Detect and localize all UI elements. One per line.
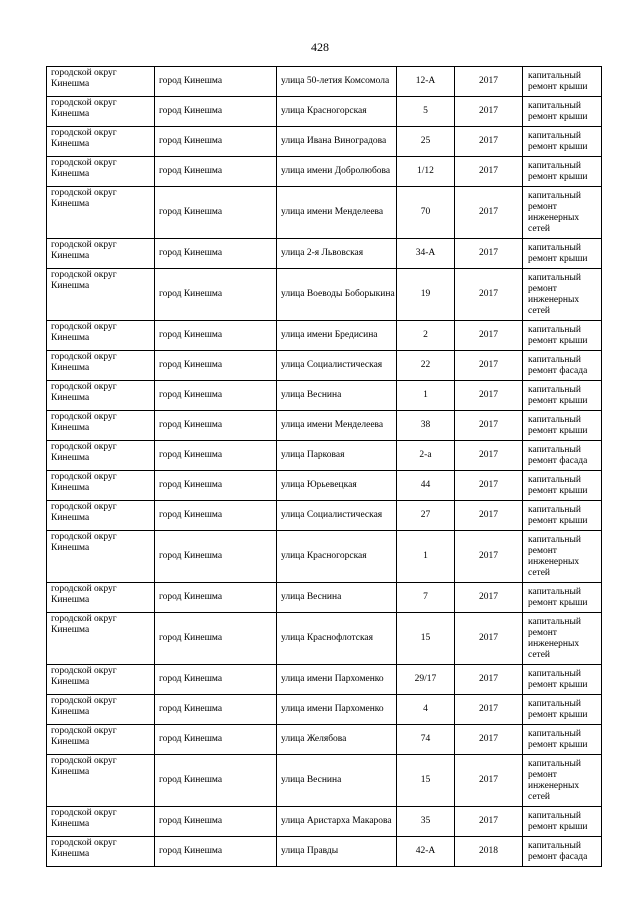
municipality-cell: городской округ Кинешма bbox=[47, 239, 155, 269]
work-type-cell: капитальный ремонт крыши bbox=[523, 695, 602, 725]
city-cell: город Кинешма bbox=[155, 725, 277, 755]
city-cell: город Кинешма bbox=[155, 583, 277, 613]
street-cell: улица Парковая bbox=[277, 441, 397, 471]
street-cell: улица 50-летия Комсомола bbox=[277, 67, 397, 97]
city-cell: город Кинешма bbox=[155, 411, 277, 441]
year-cell: 2017 bbox=[455, 381, 523, 411]
work-type-cell: капитальный ремонт фасада bbox=[523, 837, 602, 867]
municipality-cell: городской округ Кинешма bbox=[47, 501, 155, 531]
table-row bbox=[47, 381, 602, 411]
table-row bbox=[47, 411, 602, 441]
work-type-cell: капитальный ремонт крыши bbox=[523, 381, 602, 411]
municipality-cell: городской округ Кинешма bbox=[47, 351, 155, 381]
city-cell: город Кинешма bbox=[155, 837, 277, 867]
table-row bbox=[47, 239, 602, 269]
street-cell: улица имени Бредисина bbox=[277, 321, 397, 351]
city-cell: город Кинешма bbox=[155, 187, 277, 239]
municipality-cell: городской округ Кинешма bbox=[47, 381, 155, 411]
work-type-cell: капитальный ремонт крыши bbox=[523, 583, 602, 613]
street-cell: улица Веснина bbox=[277, 583, 397, 613]
street-cell: улица Ивана Виноградова bbox=[277, 127, 397, 157]
street-cell: улица имени Пархоменко bbox=[277, 665, 397, 695]
work-type-cell: капитальный ремонт крыши bbox=[523, 501, 602, 531]
street-cell: улица Юрьевецкая bbox=[277, 471, 397, 501]
house-number-cell: 19 bbox=[397, 269, 455, 321]
year-cell: 2017 bbox=[455, 501, 523, 531]
house-number-cell: 38 bbox=[397, 411, 455, 441]
house-number-cell: 15 bbox=[397, 755, 455, 807]
municipality-cell: городской округ Кинешма bbox=[47, 411, 155, 441]
house-number-cell: 74 bbox=[397, 725, 455, 755]
street-cell: улица Воеводы Боборыкина bbox=[277, 269, 397, 321]
table-row bbox=[47, 67, 602, 97]
table-row bbox=[47, 837, 602, 867]
work-type-cell: капитальный ремонт крыши bbox=[523, 67, 602, 97]
year-cell: 2017 bbox=[455, 321, 523, 351]
table-row bbox=[47, 531, 602, 583]
table-row bbox=[47, 187, 602, 239]
street-cell: улица имени Добролюбова bbox=[277, 157, 397, 187]
municipality-cell: городской округ Кинешма bbox=[47, 695, 155, 725]
work-type-cell: капитальный ремонт инженерных сетей bbox=[523, 613, 602, 665]
street-cell: улица Желябова bbox=[277, 725, 397, 755]
street-cell: улица 2-я Львовская bbox=[277, 239, 397, 269]
house-number-cell: 1 bbox=[397, 381, 455, 411]
city-cell: город Кинешма bbox=[155, 441, 277, 471]
work-type-cell: капитальный ремонт фасада bbox=[523, 441, 602, 471]
year-cell: 2017 bbox=[455, 127, 523, 157]
city-cell: город Кинешма bbox=[155, 695, 277, 725]
street-cell: улица Красногорская bbox=[277, 531, 397, 583]
year-cell: 2017 bbox=[455, 755, 523, 807]
table-row bbox=[47, 613, 602, 665]
street-cell: улица Веснина bbox=[277, 381, 397, 411]
city-cell: город Кинешма bbox=[155, 97, 277, 127]
table-body bbox=[47, 67, 602, 867]
municipality-cell: городской округ Кинешма bbox=[47, 157, 155, 187]
street-cell: улица имени Менделеева bbox=[277, 187, 397, 239]
year-cell: 2017 bbox=[455, 269, 523, 321]
municipality-cell: городской округ Кинешма bbox=[47, 127, 155, 157]
house-number-cell: 2 bbox=[397, 321, 455, 351]
city-cell: город Кинешма bbox=[155, 269, 277, 321]
work-type-cell: капитальный ремонт инженерных сетей bbox=[523, 531, 602, 583]
municipality-cell: городской округ Кинешма bbox=[47, 531, 155, 583]
city-cell: город Кинешма bbox=[155, 127, 277, 157]
house-number-cell: 15 bbox=[397, 613, 455, 665]
year-cell: 2017 bbox=[455, 441, 523, 471]
work-type-cell: капитальный ремонт крыши bbox=[523, 725, 602, 755]
table-row bbox=[47, 441, 602, 471]
table-row bbox=[47, 725, 602, 755]
municipality-cell: городской округ Кинешма bbox=[47, 725, 155, 755]
year-cell: 2017 bbox=[455, 187, 523, 239]
city-cell: город Кинешма bbox=[155, 755, 277, 807]
city-cell: город Кинешма bbox=[155, 157, 277, 187]
house-number-cell: 25 bbox=[397, 127, 455, 157]
house-number-cell: 22 bbox=[397, 351, 455, 381]
street-cell: улица Веснина bbox=[277, 755, 397, 807]
house-number-cell: 1/12 bbox=[397, 157, 455, 187]
city-cell: город Кинешма bbox=[155, 613, 277, 665]
municipality-cell: городской округ Кинешма bbox=[47, 269, 155, 321]
year-cell: 2017 bbox=[455, 411, 523, 441]
house-number-cell: 70 bbox=[397, 187, 455, 239]
house-number-cell: 42-А bbox=[397, 837, 455, 867]
city-cell: город Кинешма bbox=[155, 351, 277, 381]
municipality-cell: городской округ Кинешма bbox=[47, 807, 155, 837]
work-type-cell: капитальный ремонт инженерных сетей bbox=[523, 187, 602, 239]
city-cell: город Кинешма bbox=[155, 239, 277, 269]
year-cell: 2017 bbox=[455, 239, 523, 269]
year-cell: 2017 bbox=[455, 613, 523, 665]
year-cell: 2017 bbox=[455, 807, 523, 837]
house-number-cell: 5 bbox=[397, 97, 455, 127]
house-number-cell: 7 bbox=[397, 583, 455, 613]
work-type-cell: капитальный ремонт крыши bbox=[523, 665, 602, 695]
table-row bbox=[47, 501, 602, 531]
municipality-cell: городской округ Кинешма bbox=[47, 321, 155, 351]
street-cell: улица Красногорская bbox=[277, 97, 397, 127]
municipality-cell: городской округ Кинешма bbox=[47, 67, 155, 97]
municipality-cell: городской округ Кинешма bbox=[47, 471, 155, 501]
house-number-cell: 35 bbox=[397, 807, 455, 837]
municipality-cell: городской округ Кинешма bbox=[47, 837, 155, 867]
table-row bbox=[47, 157, 602, 187]
year-cell: 2018 bbox=[455, 837, 523, 867]
municipality-cell: городской округ Кинешма bbox=[47, 755, 155, 807]
house-number-cell: 34-А bbox=[397, 239, 455, 269]
year-cell: 2017 bbox=[455, 157, 523, 187]
year-cell: 2017 bbox=[455, 97, 523, 127]
table-row bbox=[47, 269, 602, 321]
table-row bbox=[47, 695, 602, 725]
table-row bbox=[47, 471, 602, 501]
repair-schedule-table bbox=[46, 66, 602, 867]
table-row bbox=[47, 97, 602, 127]
municipality-cell: городской округ Кинешма bbox=[47, 441, 155, 471]
city-cell: город Кинешма bbox=[155, 531, 277, 583]
year-cell: 2017 bbox=[455, 531, 523, 583]
street-cell: улица имени Пархоменко bbox=[277, 695, 397, 725]
city-cell: город Кинешма bbox=[155, 471, 277, 501]
year-cell: 2017 bbox=[455, 695, 523, 725]
city-cell: город Кинешма bbox=[155, 501, 277, 531]
work-type-cell: капитальный ремонт инженерных сетей bbox=[523, 269, 602, 321]
year-cell: 2017 bbox=[455, 583, 523, 613]
work-type-cell: капитальный ремонт крыши bbox=[523, 157, 602, 187]
page-number: 428 bbox=[311, 40, 329, 54]
house-number-cell: 29/17 bbox=[397, 665, 455, 695]
street-cell: улица Краснофлотская bbox=[277, 613, 397, 665]
city-cell: город Кинешма bbox=[155, 807, 277, 837]
table-row bbox=[47, 807, 602, 837]
municipality-cell: городской округ Кинешма bbox=[47, 187, 155, 239]
work-type-cell: капитальный ремонт крыши bbox=[523, 471, 602, 501]
street-cell: улица Социалистическая bbox=[277, 351, 397, 381]
house-number-cell: 12-А bbox=[397, 67, 455, 97]
table-row bbox=[47, 351, 602, 381]
work-type-cell: капитальный ремонт крыши bbox=[523, 321, 602, 351]
street-cell: улица Социалистическая bbox=[277, 501, 397, 531]
table-row bbox=[47, 321, 602, 351]
house-number-cell: 1 bbox=[397, 531, 455, 583]
work-type-cell: капитальный ремонт крыши bbox=[523, 807, 602, 837]
work-type-cell: капитальный ремонт инженерных сетей bbox=[523, 755, 602, 807]
city-cell: город Кинешма bbox=[155, 665, 277, 695]
municipality-cell: городской округ Кинешма bbox=[47, 613, 155, 665]
municipality-cell: городской округ Кинешма bbox=[47, 583, 155, 613]
year-cell: 2017 bbox=[455, 471, 523, 501]
table-row bbox=[47, 127, 602, 157]
year-cell: 2017 bbox=[455, 67, 523, 97]
table-row bbox=[47, 755, 602, 807]
house-number-cell: 2-а bbox=[397, 441, 455, 471]
table-row bbox=[47, 583, 602, 613]
work-type-cell: капитальный ремонт крыши bbox=[523, 127, 602, 157]
city-cell: город Кинешма bbox=[155, 321, 277, 351]
municipality-cell: городской округ Кинешма bbox=[47, 97, 155, 127]
house-number-cell: 27 bbox=[397, 501, 455, 531]
year-cell: 2017 bbox=[455, 665, 523, 695]
city-cell: город Кинешма bbox=[155, 67, 277, 97]
table-row bbox=[47, 665, 602, 695]
work-type-cell: капитальный ремонт крыши bbox=[523, 239, 602, 269]
work-type-cell: капитальный ремонт крыши bbox=[523, 411, 602, 441]
street-cell: улица имени Менделеева bbox=[277, 411, 397, 441]
house-number-cell: 4 bbox=[397, 695, 455, 725]
municipality-cell: городской округ Кинешма bbox=[47, 665, 155, 695]
year-cell: 2017 bbox=[455, 351, 523, 381]
year-cell: 2017 bbox=[455, 725, 523, 755]
street-cell: улица Аристарха Макарова bbox=[277, 807, 397, 837]
city-cell: город Кинешма bbox=[155, 381, 277, 411]
work-type-cell: капитальный ремонт крыши bbox=[523, 97, 602, 127]
work-type-cell: капитальный ремонт фасада bbox=[523, 351, 602, 381]
street-cell: улица Правды bbox=[277, 837, 397, 867]
house-number-cell: 44 bbox=[397, 471, 455, 501]
